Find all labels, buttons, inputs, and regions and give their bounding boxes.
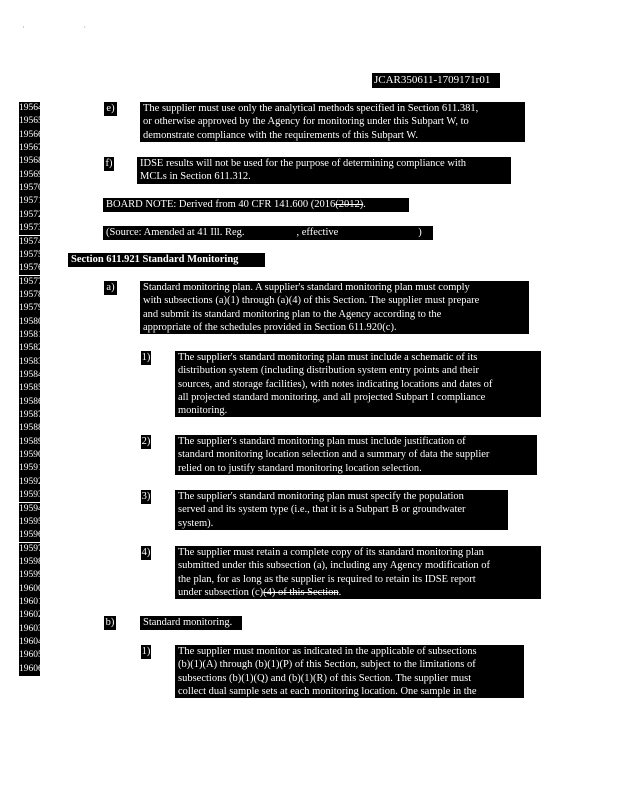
item-a4-label: 4) [141,547,151,558]
text-line: subsections (b)(1)(Q) and (b)(1)(R) of this Section. The supplier must [178,672,472,684]
line-number: 19584 [19,369,40,382]
line-number: 19601 [19,596,40,609]
item-e-label: e) [104,102,117,116]
corner-marks: · · [22,22,115,32]
line-number: 19583 [19,356,40,369]
line-number: 19592 [19,476,40,489]
line-number: 19581 [19,329,40,342]
line-number: 19579 [19,302,40,315]
line-number: 19573 [19,222,40,235]
text-line: relied on to justify standard monitoring location selection. [178,462,422,474]
line-number: 19576 [19,262,40,275]
text-line: collect dual sample sets at each monitoring location. One sample in the [178,685,477,697]
source-note: (Source: Amended at 41 Ill. Reg. , effective ) [103,226,433,240]
line-number: 19565 [19,115,40,128]
text-line: demonstrate compliance with the requirements of this Subpart W. [143,129,418,141]
text-line: under subsection (c)(4) of this Section. [178,586,342,598]
item-f-label: f) [105,158,113,169]
item-a-label: a) [104,281,117,295]
line-number: 19589 [19,436,40,449]
line-number: 19575 [19,249,40,262]
text-line: The supplier must use only the analytical methods specified in Section 611.381, [143,103,479,114]
line-number: 19585 [19,382,40,395]
text-line: IDSE results will not be used for the purpose of determining compliance with [140,158,467,169]
item-e-text [140,102,525,142]
item-a3-text [175,490,508,530]
text-line: Standard monitoring plan. A supplier's standard monitoring plan must comply [143,282,470,293]
line-number: 19594 [19,503,40,516]
text-line: or otherwise approved by the Agency for monitoring under this Subpart W, to [143,116,469,128]
text-line: all projected standard monitoring, and all projected Subpart I compliance [178,391,486,403]
text-line: system). [178,517,214,529]
text-line: monitoring. [178,405,228,417]
text-line: The supplier's standard monitoring plan must specify the population [178,491,464,502]
item-b1-text [175,645,524,698]
item-a1-text [175,351,541,417]
text-line: served and its system type (i.e., that it is a Subpart B or groundwater [178,504,466,516]
text-line: standard monitoring location selection and a summary of data the supplier [178,449,490,461]
item-a2-text [175,435,537,475]
item-f-text [137,157,511,184]
line-number: 19567 [19,142,40,155]
line-number: 19570 [19,182,40,195]
item-b-text: Standard monitoring. [140,616,242,630]
line-number: 19595 [19,516,40,529]
document-id-header: JCAR350611-1709171r01 [372,73,500,88]
line-number: 19599 [19,569,40,582]
text-line: with subsections (a)(1) through (a)(4) of this Section. The supplier must prepare [143,295,480,307]
text-line: The supplier must monitor as indicated in the applicable of subsections [178,646,477,657]
line-number: 19597 [19,543,40,556]
text-line: The supplier's standard monitoring plan must include justification of [178,436,466,447]
item-a1-label: 1) [141,352,151,363]
item-a3-label: 3) [141,491,151,502]
line-number: 19580 [19,316,40,329]
line-number: 19587 [19,409,40,422]
line-number: 19596 [19,529,40,542]
line-number: 19603 [19,623,40,636]
line-number: 19586 [19,396,40,409]
text-line: appropriate of the schedules provided in Section 611.920(c). [143,321,397,333]
line-number: 19593 [19,489,40,502]
line-number: 19569 [19,169,40,182]
line-number: 19564 [19,102,40,115]
text-line: submitted under this subsection (a), including any Agency modification of [178,560,491,572]
item-b1-label: 1) [141,646,151,657]
section-heading: Section 611.921 Standard Monitoring [68,253,265,267]
line-number: 19571 [19,195,40,208]
text-line: The supplier must retain a complete copy of its standard monitoring plan [178,547,484,558]
line-number: 19590 [19,449,40,462]
line-number: 19598 [19,556,40,569]
text-line: MCLs in Section 611.312. [140,171,251,183]
line-number: 19602 [19,609,40,622]
item-a2-label: 2) [141,436,151,447]
line-number: 19574 [19,236,40,249]
line-number: 19566 [19,129,40,142]
line-number: 19605 [19,649,40,662]
text-line: (b)(1)(A) through (b)(1)(P) of this Section, subject to the limitations of [178,659,476,671]
line-number: 19600 [19,583,40,596]
line-number: 19591 [19,462,40,475]
text-line: distribution system (including distribution system entry points and their [178,365,479,377]
line-number: 19577 [19,276,40,289]
text-line: The supplier's standard monitoring plan must include a schematic of its [178,352,478,363]
text-line: sources, and storage facilities), with notes indicating locations and dates of [178,378,493,390]
line-number: 19606 [19,663,40,676]
line-number: 19568 [19,155,40,168]
line-number: 19588 [19,422,40,435]
item-a4-text [175,546,541,599]
item-b-label: b) [105,617,115,628]
line-number: 19578 [19,289,40,302]
line-number: 19572 [19,209,40,222]
board-note: BOARD NOTE: Derived from 40 CFR 141.600 (2016(2012). [103,198,409,212]
line-number: 19582 [19,342,40,355]
text-line: and submit its standard monitoring plan to the Agency according to the [143,308,442,320]
line-number: 19604 [19,636,40,649]
text-line: the plan, for as long as the supplier is required to retain its IDSE report [178,573,476,585]
item-a-text [140,281,529,334]
